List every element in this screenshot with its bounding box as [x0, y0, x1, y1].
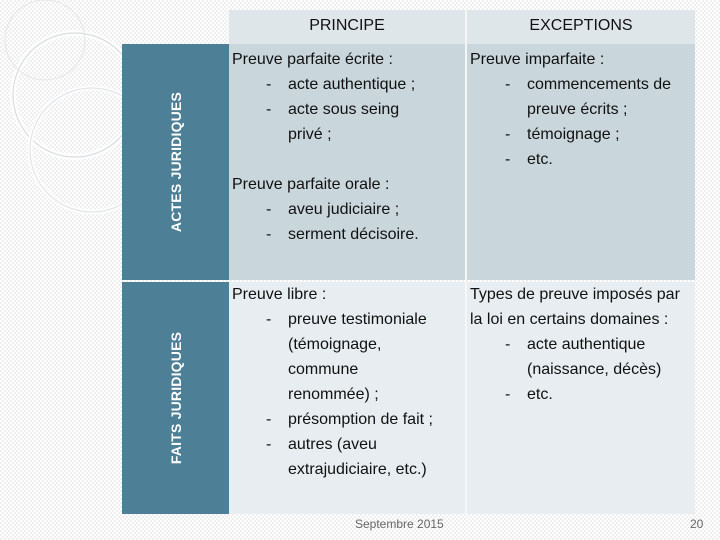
list-item: - autres (aveu extrajudiciaire, etc.): [232, 432, 465, 482]
list-item: - aveu judiciaire ;: [232, 197, 465, 222]
dash-marker: -: [266, 311, 272, 328]
dash-marker: -: [505, 336, 511, 353]
cell-actes-exceptions: [467, 44, 695, 280]
row-label-actes-juridiques: [122, 44, 229, 280]
dash-marker: -: [505, 126, 511, 143]
row-label-faits-juridiques: [122, 282, 229, 514]
dash-marker: -: [266, 411, 272, 428]
cell-faits-exceptions: [467, 282, 695, 514]
list-item: - preuve testimoniale (témoignage, commune renommée) ;: [232, 307, 465, 407]
header-exceptions: [467, 10, 695, 44]
cell-title: Preuve libre :: [232, 286, 327, 303]
header-principe: [229, 10, 465, 44]
cell-title: Types de preuve imposés par la loi en certains domaines :: [470, 286, 680, 328]
dash-marker: -: [266, 226, 272, 243]
evidence-table: [122, 10, 695, 514]
dash-marker: -: [505, 76, 511, 93]
list-item: - acte sous seing privé ;: [232, 97, 465, 147]
page-number: 20: [690, 517, 704, 531]
row-label-text: FAITS JURIDIQUES: [167, 331, 184, 465]
cell-faits-principe: [229, 282, 465, 514]
cell-actes-principe: [229, 44, 465, 280]
dash-marker: -: [266, 436, 272, 453]
footer-date: Septembre 2015: [355, 517, 444, 531]
dash-marker: -: [266, 101, 272, 118]
list-item: - etc.: [470, 147, 695, 172]
dash-marker: -: [266, 76, 272, 93]
cell-title: Preuve imparfaite :: [470, 51, 605, 68]
list-item: - acte authentique (naissance, décès): [470, 332, 695, 382]
row-label-text: ACTES JURIDIQUES: [167, 91, 184, 233]
list-item: - commencements de preuve écrits ;: [470, 72, 695, 122]
list-item: - témoignage ;: [470, 122, 695, 147]
dash-marker: -: [266, 201, 272, 218]
header-exceptions-label: EXCEPTIONS: [529, 17, 633, 34]
dash-marker: -: [505, 386, 511, 403]
cell-title: Preuve parfaite écrite :: [232, 51, 393, 68]
header-principe-label: PRINCIPE: [309, 17, 385, 34]
dash-marker: -: [505, 151, 511, 168]
list-item: - acte authentique ;: [232, 72, 465, 97]
list-item: - etc.: [470, 382, 695, 407]
list-item: - présomption de fait ;: [232, 407, 465, 432]
list-item: - serment décisoire.: [232, 222, 465, 247]
cell-title: Preuve parfaite orale :: [232, 176, 390, 193]
